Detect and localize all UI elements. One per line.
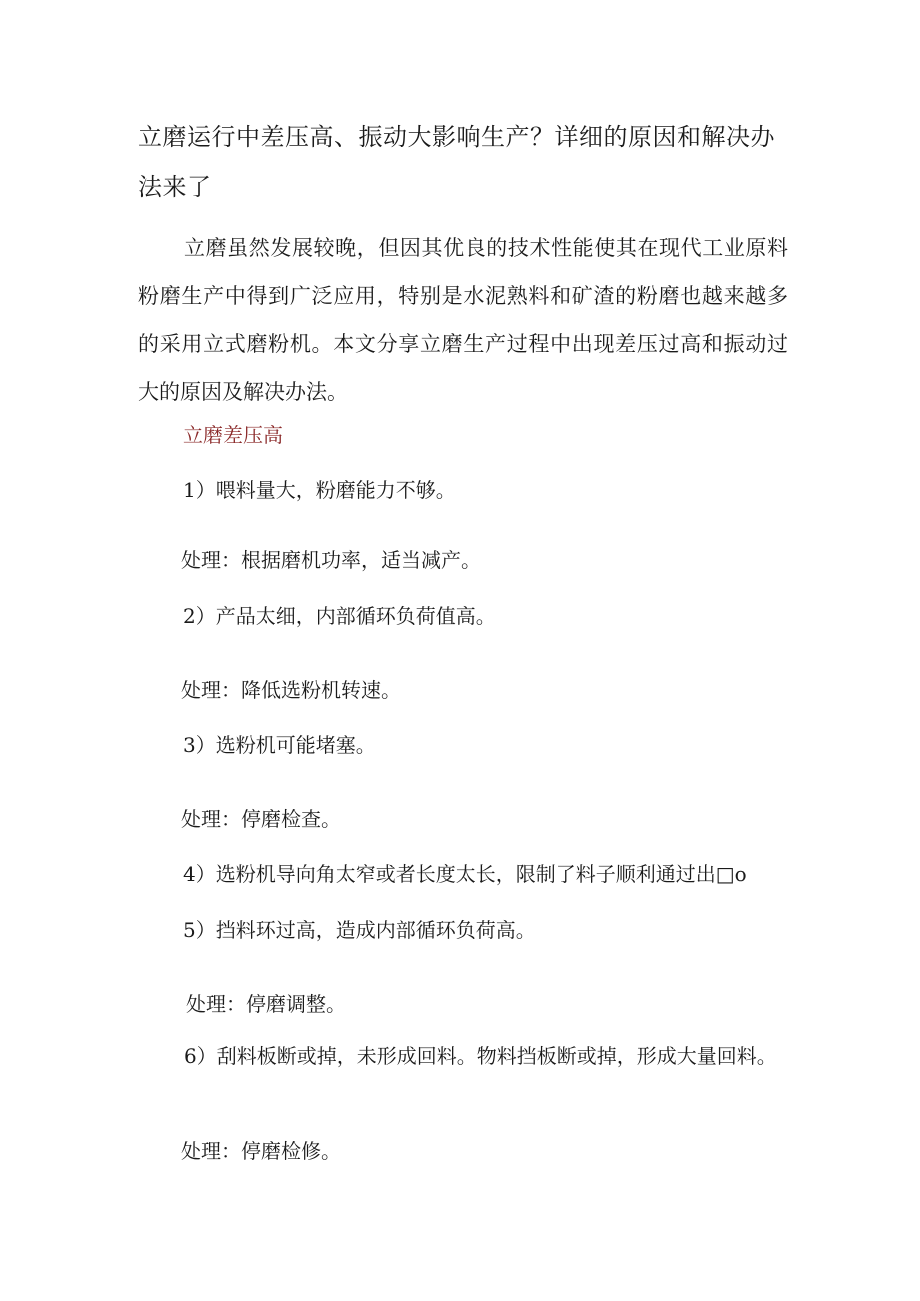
intro-paragraph: 立磨虽然发展较晚，但因其优良的技术性能使其在现代工业原料粉磨生产中得到广泛应用，特别是水泥熟料和矿渣的粉磨也越来越多的采用立式磨粉机。本文分享立磨生产过程中出现差压过高和振动过大的原因及解决办法。 [138,236,788,404]
section-heading: 立磨差压高 [183,423,283,447]
list-item: 处理：停磨检修。 [181,1139,341,1163]
list-item: 2）产品太细，内部循环负荷值高。 [183,604,496,628]
list-item: 6）刮料板断或掉，未形成回料。物料挡板断或掉，形成大量回料。 [184,1044,777,1068]
list-item: 处理：停磨调整。 [186,992,346,1016]
list-item: 5）挡料环过高，造成内部循环负荷高。 [183,918,536,942]
list-item: 4）选粉机导向角太窄或者长度太长，限制了料子顺利通过出□o [183,862,747,886]
article-title: 立磨运行中差压高、振动大影响生产？详细的原因和解决办法来了 [138,123,775,201]
list-item: 处理：停磨检查。 [181,807,341,831]
list-item: 3）选粉机可能堵塞。 [183,733,376,757]
list-item: 处理：根据磨机功率，适当减产。 [181,548,481,572]
list-item: 1）喂料量大，粉磨能力不够。 [183,478,456,502]
list-item: 处理：降低选粉机转速。 [181,678,401,702]
